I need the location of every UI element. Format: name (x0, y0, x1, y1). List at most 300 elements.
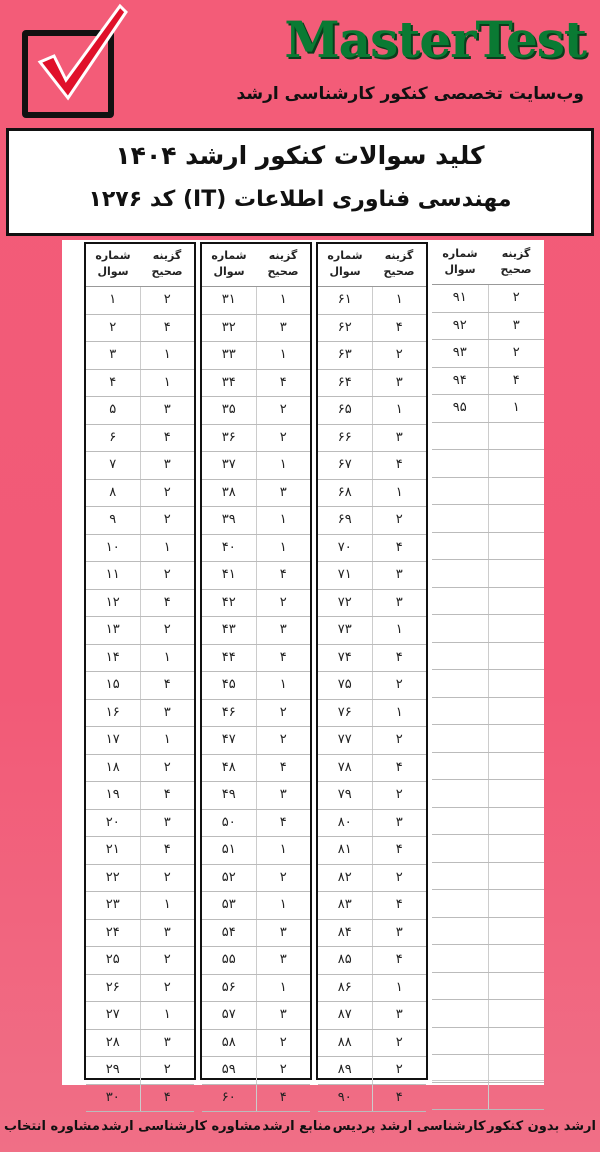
question-number: ۴۴ (221, 649, 236, 665)
correct-answer (488, 945, 545, 972)
correct-answer: ۲ (372, 782, 427, 809)
question-number: ۸۳ (337, 897, 352, 912)
correct-answer: ۳ (140, 1030, 195, 1057)
correct-answer: ۱ (140, 342, 195, 369)
question-number: ۷۰ (337, 539, 352, 555)
table-row (202, 672, 310, 700)
table-row (202, 315, 310, 343)
table-row (432, 918, 544, 946)
table-row (432, 395, 544, 423)
table-row (86, 507, 194, 535)
answer-key-table (62, 240, 544, 1105)
question-number: ۱۱ (105, 567, 120, 582)
footer-link[interactable]: ارشد بدون کنکور (487, 1118, 596, 1134)
correct-answer: ۴ (256, 562, 311, 589)
question-number: ۴۹ (221, 787, 236, 802)
correct-answer: ۲ (140, 507, 195, 534)
table-row (202, 535, 310, 563)
brand-name: MasterTest (284, 10, 586, 69)
correct-answer: ۲ (140, 562, 195, 589)
table-row (318, 837, 426, 865)
table-row (86, 892, 194, 920)
question-number: ۲ (109, 319, 117, 335)
table-row (318, 1030, 426, 1058)
question-number: ۶۶ (337, 429, 352, 445)
correct-answer (488, 423, 545, 450)
question-number: ۲۴ (105, 924, 120, 940)
question-number (432, 423, 488, 450)
question-number: ۳۴ (221, 374, 236, 390)
answer-group-2 (316, 242, 428, 1105)
table-row (318, 920, 426, 948)
table-row (318, 315, 426, 343)
question-number: ۳۲ (221, 319, 236, 335)
question-number: ۴ (109, 374, 117, 390)
question-number: ۱۲ (105, 594, 120, 610)
question-number (432, 615, 488, 642)
table-row (318, 425, 426, 453)
table-row (432, 505, 544, 533)
question-number: ۷۷ (337, 732, 352, 747)
table-row (86, 590, 194, 618)
correct-answer: ۱ (256, 287, 311, 314)
table-row (432, 725, 544, 753)
question-number: ۱۴ (105, 649, 120, 665)
correct-answer: ۳ (372, 1002, 427, 1029)
table-row (432, 973, 544, 1001)
table-row (318, 947, 426, 975)
table-header (86, 244, 194, 287)
table-row (202, 920, 310, 948)
correct-answer: ۲ (372, 865, 427, 892)
header-correct-answer: گزینه صحیح (383, 249, 415, 278)
correct-answer (488, 918, 545, 945)
correct-answer (488, 973, 545, 1000)
correct-answer: ۱ (140, 892, 195, 919)
correct-answer (488, 615, 545, 642)
question-number: ۲۶ (105, 979, 120, 995)
correct-answer: ۴ (140, 425, 195, 452)
correct-answer: ۲ (256, 397, 311, 424)
question-number (432, 890, 488, 917)
table-row (202, 892, 310, 920)
question-number: ۲۵ (105, 952, 120, 967)
header-question-number: شماره سوال (327, 249, 363, 278)
table-row (318, 645, 426, 673)
correct-answer: ۳ (140, 452, 195, 479)
question-number: ۲۲ (105, 869, 120, 885)
table-row (432, 588, 544, 616)
footer-links (0, 1106, 600, 1146)
table-row (202, 480, 310, 508)
correct-answer: ۴ (140, 315, 195, 342)
table-row (86, 645, 194, 673)
question-number: ۳۹ (221, 512, 236, 527)
table-row (318, 507, 426, 535)
correct-answer: ۴ (372, 535, 427, 562)
table-header (432, 242, 544, 285)
correct-answer (488, 450, 545, 477)
table-row (318, 672, 426, 700)
question-number: ۷۵ (337, 677, 352, 692)
correct-answer: ۱ (256, 507, 311, 534)
question-number: ۳۶ (221, 429, 236, 445)
question-number: ۵۷ (221, 1007, 236, 1022)
correct-answer: ۲ (140, 1057, 195, 1084)
table-row (86, 837, 194, 865)
table-row (86, 1030, 194, 1058)
header-correct-answer: گزینه صحیح (151, 249, 183, 278)
question-number: ۵۱ (221, 842, 236, 857)
question-number: ۶۷ (337, 457, 352, 472)
correct-answer: ۱ (372, 700, 427, 727)
question-number (432, 670, 488, 697)
correct-answer: ۴ (488, 368, 545, 395)
question-number: ۸۰ (337, 814, 352, 830)
correct-answer: ۲ (256, 1030, 311, 1057)
question-number: ۲۰ (105, 814, 120, 830)
question-number: ۳۵ (221, 402, 236, 417)
correct-answer: ۲ (256, 425, 311, 452)
table-row (318, 865, 426, 893)
question-number (432, 835, 488, 862)
correct-answer: ۴ (140, 590, 195, 617)
table-row (202, 947, 310, 975)
table-row (318, 617, 426, 645)
table-row (86, 1057, 194, 1085)
correct-answer (488, 1055, 545, 1082)
question-number: ۸۵ (337, 952, 352, 967)
correct-answer: ۱ (256, 975, 311, 1002)
correct-answer: ۱ (372, 397, 427, 424)
correct-answer: ۳ (256, 920, 311, 947)
correct-answer (488, 890, 545, 917)
question-number: ۷۲ (337, 594, 352, 610)
table-row (318, 480, 426, 508)
table-row (432, 1000, 544, 1028)
correct-answer: ۲ (372, 507, 427, 534)
table-row (432, 698, 544, 726)
header-question-number: شماره سوال (95, 249, 131, 278)
question-number: ۱۷ (105, 732, 120, 747)
table-row (432, 670, 544, 698)
answer-group-4 (84, 242, 196, 1105)
correct-answer: ۲ (372, 1030, 427, 1057)
question-number (432, 725, 488, 752)
correct-answer: ۳ (488, 313, 545, 340)
question-number: ۵ (109, 402, 117, 417)
table-row (318, 370, 426, 398)
correct-answer (488, 478, 545, 505)
correct-answer: ۲ (140, 975, 195, 1002)
correct-answer: ۴ (140, 782, 195, 809)
correct-answer: ۱ (256, 452, 311, 479)
question-number: ۱ (109, 292, 117, 307)
correct-answer: ۴ (372, 837, 427, 864)
question-number: ۹۲ (452, 317, 467, 333)
correct-answer: ۳ (140, 700, 195, 727)
correct-answer (488, 505, 545, 532)
correct-answer: ۱ (140, 645, 195, 672)
correct-answer (488, 670, 545, 697)
correct-answer: ۱ (256, 837, 311, 864)
table-row (432, 560, 544, 588)
page-subtitle: مهندسی فناوری اطلاعات (IT) کد ۱۲۷۶ (88, 187, 512, 212)
table-row (432, 285, 544, 313)
question-number: ۴۳ (221, 622, 236, 637)
table-row (86, 480, 194, 508)
correct-answer: ۴ (372, 645, 427, 672)
correct-answer: ۲ (372, 342, 427, 369)
correct-answer: ۳ (372, 920, 427, 947)
question-number: ۸۴ (337, 924, 352, 940)
table-row (86, 370, 194, 398)
checkmark-icon (20, 0, 130, 110)
question-number: ۶۴ (337, 374, 352, 390)
correct-answer: ۴ (256, 810, 311, 837)
correct-answer: ۴ (372, 315, 427, 342)
question-number: ۸۸ (337, 1034, 352, 1050)
table-row (432, 643, 544, 671)
correct-answer: ۳ (140, 810, 195, 837)
correct-answer (488, 725, 545, 752)
question-number: ۶ (109, 429, 117, 445)
table-row (86, 1002, 194, 1030)
table-row (318, 452, 426, 480)
question-number (432, 918, 488, 945)
table-row (432, 808, 544, 836)
question-number: ۸۹ (337, 1062, 352, 1077)
table-row (318, 562, 426, 590)
correct-answer: ۴ (256, 645, 311, 672)
correct-answer: ۱ (372, 287, 427, 314)
table-row (202, 645, 310, 673)
table-row (202, 755, 310, 783)
question-number: ۱۰ (105, 539, 120, 555)
table-row (202, 782, 310, 810)
question-number: ۴۷ (221, 732, 236, 747)
correct-answer: ۴ (372, 1085, 427, 1112)
table-row (86, 452, 194, 480)
table-row (202, 425, 310, 453)
table-row (202, 810, 310, 838)
table-row (86, 810, 194, 838)
answer-group-3 (200, 242, 312, 1105)
question-number: ۲۸ (105, 1034, 120, 1050)
question-number (432, 478, 488, 505)
question-number: ۶۰ (221, 1089, 236, 1105)
footer-link[interactable]: کارشناسی ارشد پردیس (332, 1118, 486, 1134)
table-row (318, 1057, 426, 1085)
question-number: ۷۱ (337, 567, 352, 582)
correct-answer: ۲ (256, 727, 311, 754)
question-number: ۴۰ (221, 539, 236, 555)
table-row (86, 617, 194, 645)
correct-answer: ۲ (140, 947, 195, 974)
question-number: ۷۴ (337, 649, 352, 665)
question-number: ۱۸ (105, 759, 120, 775)
footer-link[interactable]: مشاوره انتخاب (4, 1118, 100, 1134)
question-number: ۲۹ (105, 1062, 120, 1077)
footer-link[interactable]: مشاوره کارشناسی ارشد (101, 1118, 261, 1134)
header-question-number: شماره سوال (442, 247, 478, 276)
table-row (318, 590, 426, 618)
question-number (432, 808, 488, 835)
table-row (202, 865, 310, 893)
question-number (432, 588, 488, 615)
answer-group-1 (432, 242, 544, 1081)
question-number (432, 1028, 488, 1055)
question-number: ۴۱ (221, 567, 236, 582)
table-row (86, 700, 194, 728)
correct-answer (488, 780, 545, 807)
table-row (86, 342, 194, 370)
question-number: ۸ (109, 484, 117, 500)
question-number: ۶۳ (337, 347, 352, 362)
question-number: ۸۶ (337, 979, 352, 995)
table-row (202, 562, 310, 590)
table-row (318, 975, 426, 1003)
question-number: ۹۵ (452, 400, 467, 415)
question-number: ۲۷ (105, 1007, 120, 1022)
table-row (432, 863, 544, 891)
table-row (86, 755, 194, 783)
question-number (432, 973, 488, 1000)
correct-answer: ۴ (372, 452, 427, 479)
question-number: ۷۶ (337, 704, 352, 720)
table-row (318, 287, 426, 315)
correct-answer: ۱ (140, 1002, 195, 1029)
question-number: ۹۰ (337, 1089, 352, 1105)
question-number: ۳۱ (221, 292, 236, 307)
footer-link[interactable]: منابع ارشد (262, 1118, 332, 1134)
correct-answer: ۲ (140, 617, 195, 644)
correct-answer: ۱ (256, 892, 311, 919)
correct-answer: ۴ (140, 1085, 195, 1112)
correct-answer (488, 533, 545, 560)
table-row (86, 920, 194, 948)
question-number (432, 753, 488, 780)
question-number: ۳۷ (221, 457, 236, 472)
question-number: ۴۵ (221, 677, 236, 692)
title-box (6, 128, 594, 236)
correct-answer (488, 863, 545, 890)
question-number: ۱۳ (105, 622, 120, 637)
correct-answer: ۲ (140, 287, 195, 314)
correct-answer: ۱ (372, 617, 427, 644)
question-number: ۴۲ (221, 594, 236, 610)
question-number: ۶۸ (337, 484, 352, 500)
correct-answer (488, 835, 545, 862)
table-row (202, 287, 310, 315)
correct-answer: ۲ (256, 1057, 311, 1084)
question-number (432, 1055, 488, 1082)
question-number: ۷۸ (337, 759, 352, 775)
table-row (86, 287, 194, 315)
correct-answer (488, 560, 545, 587)
correct-answer: ۴ (372, 755, 427, 782)
correct-answer: ۱ (372, 480, 427, 507)
question-number: ۵۰ (221, 814, 236, 830)
correct-answer: ۳ (256, 782, 311, 809)
correct-answer (488, 643, 545, 670)
table-row (86, 562, 194, 590)
table-row (432, 615, 544, 643)
correct-answer: ۲ (140, 755, 195, 782)
table-row (318, 810, 426, 838)
table-row (86, 535, 194, 563)
question-number: ۶۹ (337, 512, 352, 527)
correct-answer: ۱ (140, 727, 195, 754)
correct-answer: ۱ (256, 535, 311, 562)
correct-answer: ۳ (256, 480, 311, 507)
table-row (318, 755, 426, 783)
correct-answer: ۳ (372, 370, 427, 397)
table-row (318, 342, 426, 370)
question-number: ۱۵ (105, 677, 120, 692)
correct-answer: ۴ (140, 837, 195, 864)
header-question-number: شماره سوال (211, 249, 247, 278)
correct-answer: ۳ (372, 425, 427, 452)
question-number: ۵۵ (221, 952, 236, 967)
table-row (318, 535, 426, 563)
table-row (202, 700, 310, 728)
table-row (432, 780, 544, 808)
correct-answer: ۳ (256, 947, 311, 974)
correct-answer: ۲ (140, 865, 195, 892)
correct-answer: ۱ (488, 395, 545, 422)
correct-answer: ۳ (140, 397, 195, 424)
correct-answer: ۲ (256, 700, 311, 727)
question-number: ۵۳ (221, 897, 236, 912)
correct-answer: ۳ (256, 617, 311, 644)
table-row (432, 313, 544, 341)
correct-answer: ۳ (372, 810, 427, 837)
question-number (432, 1000, 488, 1027)
table-header (202, 244, 310, 287)
correct-answer: ۲ (372, 672, 427, 699)
table-row (86, 865, 194, 893)
correct-answer: ۴ (372, 892, 427, 919)
table-row (86, 397, 194, 425)
correct-answer: ۲ (372, 1057, 427, 1084)
question-number (432, 945, 488, 972)
table-row (202, 1057, 310, 1085)
correct-answer (488, 1000, 545, 1027)
correct-answer: ۴ (256, 370, 311, 397)
table-row (86, 672, 194, 700)
question-number: ۶۵ (337, 402, 352, 417)
question-number: ۹۳ (452, 345, 467, 360)
table-row (202, 617, 310, 645)
brand-tagline: وب‌سایت تخصصی کنکور کارشناسی ارشد (236, 84, 584, 104)
question-number: ۳۰ (105, 1089, 120, 1105)
question-number: ۴۸ (221, 759, 236, 775)
question-number (432, 505, 488, 532)
question-number: ۴۶ (221, 704, 236, 720)
table-row (318, 397, 426, 425)
table-row (432, 368, 544, 396)
table-row (318, 782, 426, 810)
correct-answer: ۴ (372, 947, 427, 974)
table-row (202, 397, 310, 425)
table-row (202, 342, 310, 370)
table-row (202, 590, 310, 618)
table-header (318, 244, 426, 287)
question-number: ۸۱ (337, 842, 352, 857)
table-row (202, 370, 310, 398)
question-number: ۳۳ (221, 347, 236, 362)
